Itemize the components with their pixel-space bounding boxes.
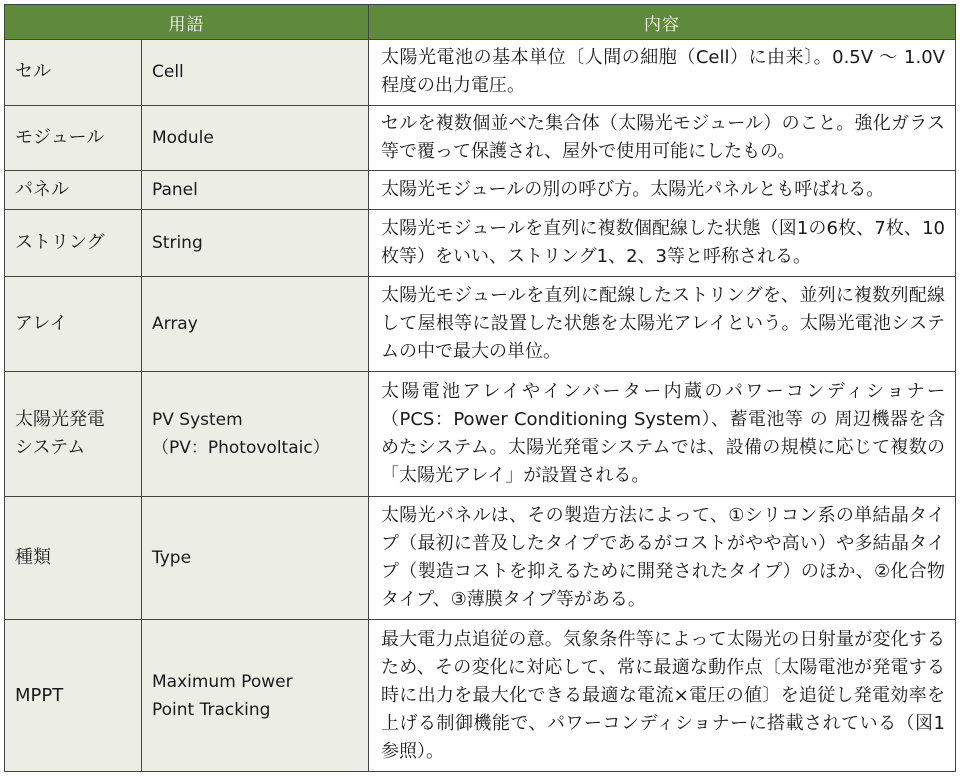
term-japanese-text: ストリング (15, 231, 105, 253)
term-japanese (5, 171, 142, 209)
term-english-text: Array (152, 313, 198, 334)
term-english (142, 105, 369, 171)
term-english-text: Panel (152, 180, 198, 201)
term-japanese-text: モジュール (15, 127, 105, 149)
term-japanese (5, 276, 142, 371)
term-english (142, 496, 369, 619)
table-row (5, 209, 956, 276)
term-description: 太陽電池アレイやインバーター内蔵のパワーコンディショナー（PCS：Power Conditioning System）、蓄電池等 の 周辺機器を含めたシステム。太陽光発電システムでは、設備の規模に応じて複数の「太陽光アレイ」が設置される。 (369, 371, 956, 496)
term-english-text: Type (152, 548, 192, 569)
term-english (142, 620, 369, 772)
term-japanese (5, 209, 142, 276)
term-english-text: Maximum Power Point Tracking (152, 671, 293, 720)
table-row (5, 40, 956, 106)
term-english (142, 276, 369, 371)
term-japanese (5, 40, 142, 106)
header-row (5, 5, 956, 40)
term-japanese (5, 105, 142, 171)
term-description: 太陽光モジュールの別の呼び方。太陽光パネルとも呼ばれる。 (369, 171, 956, 209)
table-row (5, 371, 956, 496)
term-english-text: Cell (152, 62, 184, 83)
term-english-text: PV System （PV：Photovoltaic） (152, 409, 330, 458)
term-english-text: Module (152, 128, 214, 149)
term-japanese (5, 620, 142, 772)
term-description: 太陽光電池の基本単位〔人間の細胞（Cell）に由来〕。0.5V 〜 1.0V 程度の出力電圧。 (369, 40, 956, 106)
term-description: セルを複数個並べた集合体（太陽光モジュール）のこと。強化ガラス等で覆って保護され、屋外で使用可能にしたもの。 (369, 105, 956, 171)
term-japanese-text: アレイ (15, 312, 68, 334)
term-description: 太陽光モジュールを直列に配線したストリングを、並列に複数列配線して屋根等に設置した状態を太陽光アレイという。太陽光電池システムの中で最大の単位。 (369, 276, 956, 371)
term-description: 太陽光モジュールを直列に複数個配線した状態（図1の6枚、7枚、10枚等）をいい、ストリング1、2、3等と呼称される。 (369, 209, 956, 276)
term-japanese (5, 496, 142, 619)
term-english (142, 209, 369, 276)
term-japanese-text: 太陽光発電 システム (15, 408, 105, 458)
header-content: 内容 (369, 5, 956, 40)
table-row (5, 496, 956, 619)
glossary-table (4, 4, 956, 772)
table-row (5, 620, 956, 772)
term-english (142, 371, 369, 496)
term-japanese (5, 371, 142, 496)
term-japanese-text: MPPT (15, 684, 64, 706)
table-row (5, 105, 956, 171)
term-english (142, 40, 369, 106)
term-japanese-text: 種類 (15, 547, 51, 569)
header-term: 用語 (5, 5, 369, 40)
term-japanese-text: パネル (15, 179, 69, 201)
table-row (5, 171, 956, 209)
table-row (5, 276, 956, 371)
term-english (142, 171, 369, 209)
term-description: 太陽光パネルは、その製造方法によって、①シリコン系の単結晶タイプ（最初に普及したタイプであるがコストがやや高い）や多結晶タイプ（製造コストを抑えるために開発されたタイプ）のほか、②化合物タイプ、③薄膜タイプ等がある。 (369, 496, 956, 619)
term-description: 最大電力点追従の意。気象条件等によって太陽光の日射量が変化するため、その変化に対応して、常に最適な動作点〔太陽電池が発電する時に出力を最大化できる最適な電流×電圧の値〕を追従し発電効率を上げる制御機能で、パワーコンディショナーに搭載されている（図1参照）。 (369, 620, 956, 772)
term-english-text: String (152, 232, 203, 253)
term-japanese-text: セル (15, 61, 51, 83)
